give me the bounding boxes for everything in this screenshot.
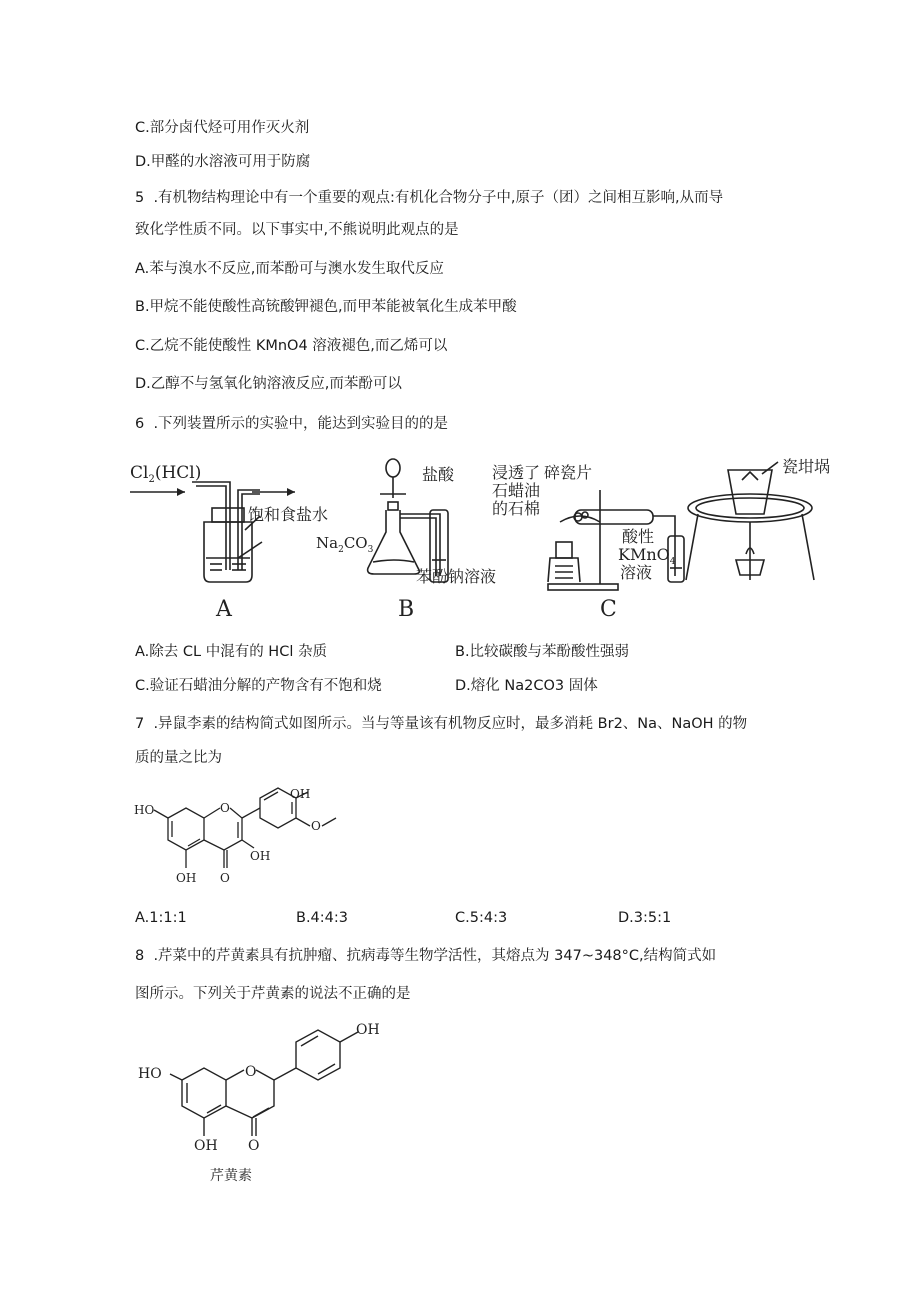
question-6: 6 .下列装置所示的实验中，能达到实验目的的是 <box>135 416 449 432</box>
svg-text:饱和食盐水: 饱和食盐水 <box>248 505 329 524</box>
svg-text:酸性: 酸性 <box>622 527 655 546</box>
svg-text:溶液: 溶液 <box>620 563 653 582</box>
svg-text:的石棉: 的石棉 <box>492 499 541 518</box>
svg-text:OH: OH <box>290 787 311 801</box>
option-d-q5: D.乙醇不与氢氧化钠溶液反应,而苯酚可以 <box>135 376 402 392</box>
svg-text:A: A <box>216 597 232 622</box>
svg-text:OH: OH <box>356 1022 380 1038</box>
svg-text:石蜡油: 石蜡油 <box>492 481 541 500</box>
question-5-line2: 致化学性质不同。以下事实中,不熊说明此观点的是 <box>135 222 459 238</box>
svg-text:Na2CO3: $Na_2CO_3$ <box>316 534 374 555</box>
option-a-q5: A.苯与溴水不反应,而苯酚可与澳水发生取代反应 <box>135 261 444 277</box>
option-b-q6: B.比较碳酸与苯酚酸性强弱 <box>455 644 630 660</box>
option-c-q5: C.乙烷不能使酸性 KMnO4 溶液褪色,而乙烯可以 <box>135 338 448 354</box>
svg-text:OH: OH <box>250 849 271 863</box>
svg-text:HO: HO <box>134 803 155 817</box>
svg-text:瓷坩埚: 瓷坩埚 <box>782 457 831 476</box>
svg-text:O: O <box>248 1138 260 1154</box>
option-c-q7: C.5:4:3 <box>455 910 508 926</box>
question-7-line2: 质的量之比为 <box>135 750 222 766</box>
svg-text:KMnO4: KMnO$_4$ <box>618 545 676 567</box>
apparatus-figure <box>130 450 840 630</box>
option-b-q5: B.甲烷不能使酸性高铳酸钾褪色,而甲苯能被氧化生成苯甲酸 <box>135 299 517 315</box>
option-a-q7: A.1:1:1 <box>135 910 187 926</box>
question-8-line1: 8 .芹菜中的芹黄素具有抗肿瘤、抗病毒等生物学活性，其熔点为 347~348°C,结构简式如 <box>135 948 717 964</box>
option-a-q6: A.除去 CL 中混有的 HCl 杂质 <box>135 644 327 660</box>
isorhamnetin-structure <box>130 780 360 895</box>
svg-text:O: O <box>220 801 230 815</box>
svg-text:Cl2(HCl): $Cl_2(HCl)$ <box>130 463 202 485</box>
option-d-q4: D.甲醛的水溶液可用于防腐 <box>135 154 311 170</box>
question-7-line1: 7 .异鼠李素的结构简式如图所示。当与等量该有机物反应时，最多消耗 Br2、Na、NaOH 的物 <box>135 716 748 732</box>
svg-text:OH: OH <box>176 871 197 885</box>
svg-text:盐酸: 盐酸 <box>422 465 455 484</box>
apigenin-structure <box>130 1020 400 1190</box>
option-c-q4: C.部分卤代烃可用作灭火剂 <box>135 120 310 136</box>
svg-text:OH: OH <box>194 1138 218 1154</box>
svg-text:O: O <box>220 871 230 885</box>
question-8-line2: 图所示。下列关于芹黄素的说法不正确的是 <box>135 986 411 1002</box>
option-c-q6: C.验证石蜡油分解的产物含有不饱和烧 <box>135 678 382 694</box>
svg-text:B: B <box>398 597 415 622</box>
svg-text:浸透了: 浸透了 <box>492 463 541 482</box>
option-d-q7: D.3:5:1 <box>618 910 672 926</box>
svg-text:芹黄素: 芹黄素 <box>210 1168 252 1184</box>
option-b-q7: B.4:4:3 <box>296 910 349 926</box>
question-5-line1: 5 .有机物结构理论中有一个重要的观点:有机化合物分子中,原子（团）之间相互影响,从而导 <box>135 190 724 206</box>
svg-text:HO: HO <box>138 1066 162 1082</box>
svg-text:C: C <box>600 597 617 622</box>
svg-text:O: O <box>311 819 321 833</box>
svg-text:O: O <box>245 1064 257 1080</box>
svg-text:碎瓷片: 碎瓷片 <box>544 463 593 482</box>
option-d-q6: D.熔化 Na2CO3 固体 <box>455 678 598 694</box>
svg-text:苯酚钠溶液: 苯酚钠溶液 <box>416 567 497 586</box>
